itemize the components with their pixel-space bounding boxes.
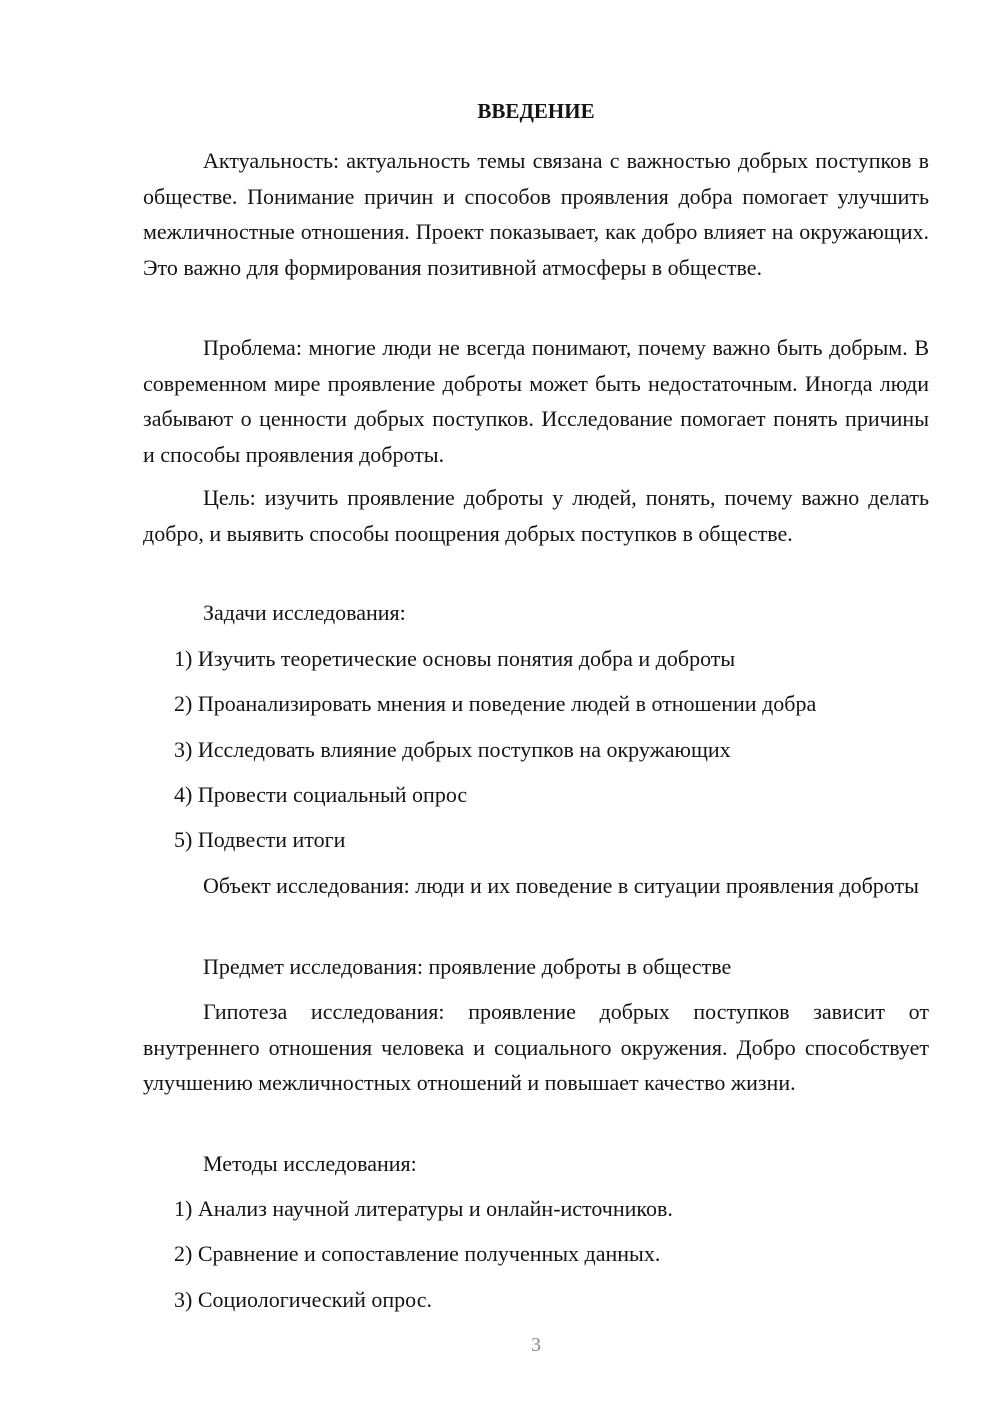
task-item: 4) Провести социальный опрос bbox=[174, 782, 468, 807]
method-item: 1) Анализ научной литературы и онлайн-источников. bbox=[174, 1196, 673, 1221]
task-item: 5) Подвести итоги bbox=[174, 827, 346, 852]
problem-paragraph: Проблема: многие люди не всегда понимают, почему важно быть добрым. В современном мире проявление доброты может быть недостаточным. Иногда люди забывают о ценности добрых поступков. Исследование помогает понять причины и способы проявления доброты. bbox=[143, 335, 929, 467]
section-title: ВВЕДЕНИЕ bbox=[477, 99, 595, 123]
method-item: 2) Сравнение и сопоставление полученных данных. bbox=[174, 1241, 661, 1266]
task-item: 1) Изучить теоретические основы понятия добра и доброты bbox=[174, 646, 736, 671]
methods-heading: Методы исследования: bbox=[203, 1151, 417, 1176]
page-number: 3 bbox=[531, 1334, 541, 1356]
task-item: 2) Проанализировать мнения и поведение людей в отношении добра bbox=[174, 691, 817, 716]
hypothesis-paragraph: Гипотеза исследования: проявление добрых поступков зависит от внутреннего отношения человека и социального окружения. Добро способствует улучшению межличностных отношений и повышает качество жизни. bbox=[143, 999, 929, 1095]
method-item: 3) Социологический опрос. bbox=[174, 1287, 432, 1312]
goal-paragraph: Цель: изучить проявление доброты у людей, понять, почему важно делать добро, и выявить способы поощрения добрых поступков в обществе. bbox=[143, 485, 929, 546]
task-item: 3) Исследовать влияние добрых поступков на окружающих bbox=[174, 737, 731, 762]
tasks-heading: Задачи исследования: bbox=[203, 600, 406, 625]
object-paragraph: Объект исследования: люди и их поведение в ситуации проявления доброты bbox=[203, 873, 919, 898]
subject-paragraph: Предмет исследования: проявление доброты в обществе bbox=[203, 954, 732, 979]
relevance-paragraph: Актуальность: актуальность темы связана с важностью добрых поступков в обществе. Понимание причин и способов проявления добра помогает улучшить межличностные отношения. Проект показывает, как добро влияет на окружающих. Это важно для формирования позитивной атмосферы в обществе. bbox=[143, 148, 929, 280]
